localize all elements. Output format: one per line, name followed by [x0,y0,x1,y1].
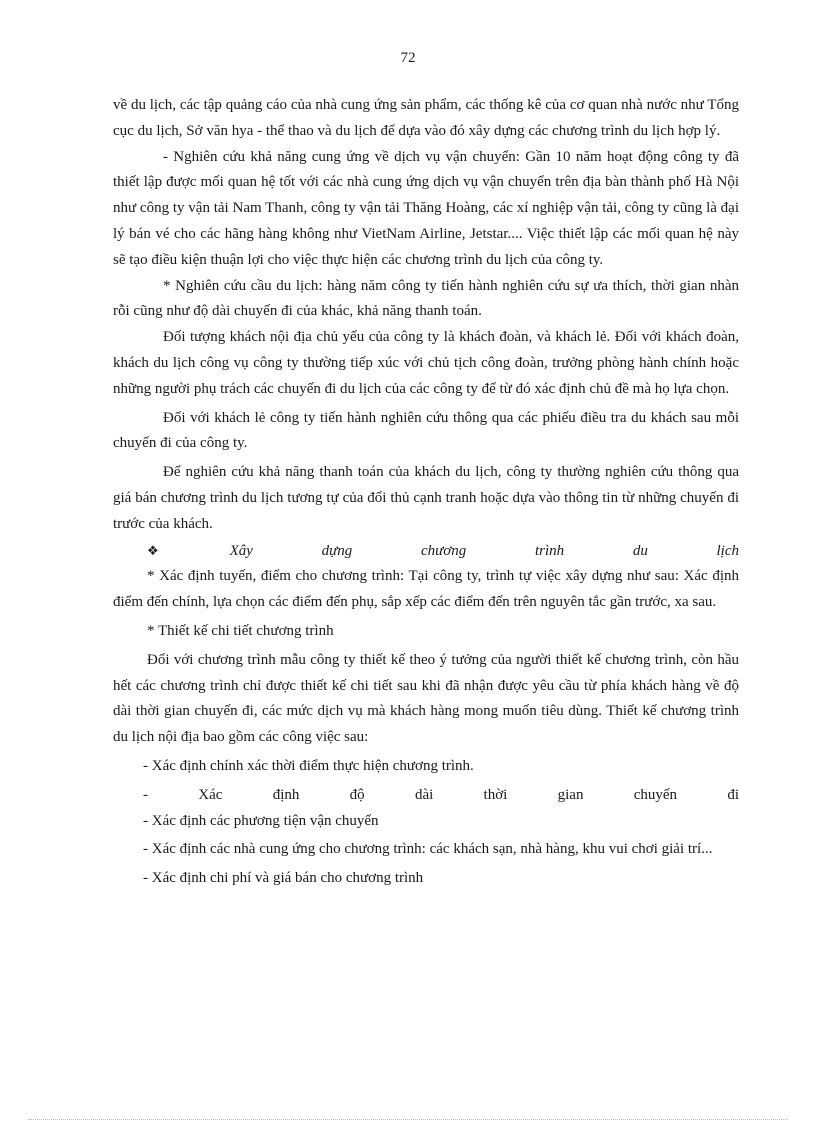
paragraph: * Xác định tuyến, điểm cho chương trình: Tại công ty, trình tự việc xây dựng như sau: Xác định điểm đến chính, lựa chọn các điểm đến phụ, sắp xếp các điểm đến trên nguyên tắc gần trước, xa sau. [113,568,739,611]
paragraph: Đối với chương trình mẫu công ty thiết kế theo ý tưởng của người thiết kế chương trình, còn hầu hết các chương trình chỉ được thiết kế chi tiết sau khi đã nhận được yêu cầu từ phía khách hàng về độ dài thời gian chuyến đi, các mức dịch vụ mà khách hàng mong muốn tiêu dùng. Thiết kế chương trình du lịch nội địa bao gồm các công việc sau: [113,651,739,746]
list-item: - Xác định chi phí và giá bán cho chương trình [143,870,424,887]
page-number: 72 [400,50,416,66]
paragraph: * Thiết kế chi tiết chương trình [147,622,334,639]
paragraph: - Nghiên cứu khả năng cung ứng về dịch vụ vận chuyển: Gần 10 năm hoạt động công ty đã thiết lập được mối quan hệ tốt với các nhà cung ứng dịch vụ vận chuyển trên địa bàn thành phố Hà Nội như công ty vận tải Nam Thanh, công ty vận tải Thăng Hoàng, các xí nghiệp vận tải, công ty cũng là đại lý bán vé cho các hãng hàng không như VietNam Airline, Jetstar.... Việc thiết lập các mối quan hệ này sẽ tạo điều kiện thuận lợi cho việc thực hiện các chương trình du lịch của công ty. [113,148,739,268]
list-item: - Xác định độ dài thời gian chuyến đi [143,786,739,803]
paragraph: về du lịch, các tập quảng cáo của nhà cung ứng sản phẩm, các thống kê của cơ quan nhà nước như Tổng cục du lịch, Sở văn hya - thể thao và du lịch để dựa vào đó xây dựng các chương trình du lịch hợp lý. [113,97,739,139]
list-item: - Xác định chính xác thời điểm thực hiện chương trình. [143,757,474,774]
diamond-bullet-icon: ❖ [147,542,224,558]
page-bottom-divider [28,1119,788,1120]
list-item: - Xác định các nhà cung ứng cho chương trình: các khách sạn, nhà hàng, khu vui chơi giải trí... [143,841,713,858]
document-body [113,93,739,892]
section-heading-text: Xây dựng chương trình du lịch [229,542,740,559]
section-heading [113,538,739,565]
paragraph: Để nghiên cứu khả năng thanh toán của khách du lịch, công ty thường nghiên cứu thông qua giá bán chương trình du lịch tương tự của đối thủ cạnh tranh hoặc dựa vào thông tin từ những chuyến đi trước của khách. [113,464,739,532]
paragraph: * Nghiên cứu cầu du lịch: hàng năm công ty tiến hành nghiên cứu sự ưa thích, thời gian nhàn rỗi cũng như độ dài chuyến đi của khác, khả năng thanh toán. [113,277,739,320]
list-item: - Xác định các phương tiện vận chuyển [143,812,379,829]
paragraph: Đối tượng khách nội địa chủ yếu của công ty là khách đoàn, và khách lẻ. Đối với khách đoàn, khách du lịch công vụ công ty thường tiếp xúc với chủ tịch công đoàn, trưởng phòng hành chính hoặc những người phụ trách các chuyến đi du lịch của các công ty để từ đó xác định chủ đề mà họ lựa chọn. [113,329,739,397]
paragraph: Đối với khách lẻ công ty tiến hành nghiên cứu thông qua các phiếu điều tra du khách sau mỗi chuyến đi của công ty. [113,409,739,452]
